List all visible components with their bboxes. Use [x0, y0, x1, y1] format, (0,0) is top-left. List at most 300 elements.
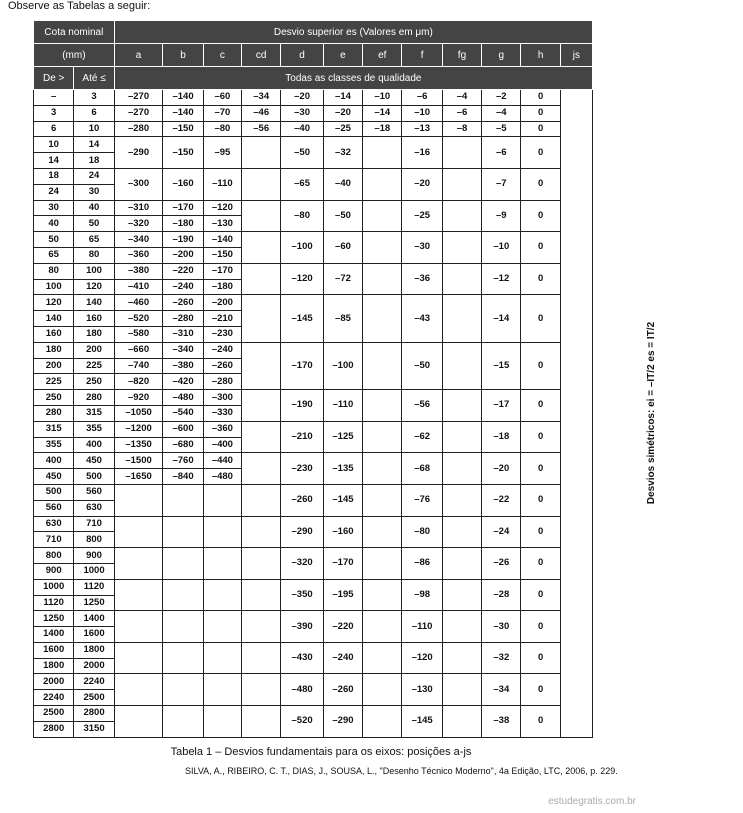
cell-a: –660	[114, 342, 163, 358]
cell-d: –120	[281, 263, 323, 295]
header-letter-js: js	[560, 44, 592, 67]
cell-d: –65	[281, 168, 323, 200]
cell-e: –240	[323, 642, 362, 674]
table-cell: –80	[203, 121, 241, 137]
cell-ef-empty	[363, 484, 402, 516]
cell-c: –170	[203, 263, 241, 279]
cell-c: –330	[203, 405, 241, 421]
table-row	[34, 121, 593, 137]
cell-c: –440	[203, 453, 241, 469]
cell-ef-empty	[363, 200, 402, 232]
table-cell: –270	[114, 90, 163, 106]
cell-g: –20	[482, 453, 521, 485]
cell-cd-empty	[242, 137, 281, 169]
cell-h: 0	[521, 642, 560, 674]
cell-b: –160	[163, 168, 203, 200]
cell-a: –290	[114, 137, 163, 169]
cell-a: –1350	[114, 437, 163, 453]
cell-a: –1200	[114, 421, 163, 437]
cell-c: –95	[203, 137, 241, 169]
cell-de: 30	[34, 200, 74, 216]
cell-d: –320	[281, 548, 323, 580]
cell-de: 2000	[34, 674, 74, 690]
header-letter-h: h	[521, 44, 560, 67]
cell-ate: 120	[74, 279, 114, 295]
watermark: estudegratis.com.br	[548, 796, 636, 807]
cell-cd-empty	[242, 642, 281, 674]
cell-b-empty	[163, 611, 203, 643]
cell-b-empty	[163, 579, 203, 611]
cell-de: 2500	[34, 706, 74, 722]
table-cell: –20	[323, 105, 362, 121]
cell-ate: 65	[74, 232, 114, 248]
cell-de: 65	[34, 247, 74, 263]
cell-cd-empty	[242, 548, 281, 580]
cell-c-empty	[203, 642, 241, 674]
table-cell: –10	[402, 105, 442, 121]
cell-b: –280	[163, 311, 203, 327]
cell-a: –360	[114, 247, 163, 263]
cell-b: –190	[163, 232, 203, 248]
cell-e: –125	[323, 421, 362, 453]
cell-de: 180	[34, 342, 74, 358]
table-cell: –14	[323, 90, 362, 106]
table-row	[34, 342, 593, 358]
cell-ate: 250	[74, 374, 114, 390]
table-cell: –4	[442, 90, 481, 106]
cell-de: 400	[34, 453, 74, 469]
cell-a: –320	[114, 216, 163, 232]
cell-cd-empty	[242, 453, 281, 485]
cell-c: –360	[203, 421, 241, 437]
table-cell: –60	[203, 90, 241, 106]
table-cell: –34	[242, 90, 281, 106]
table-row	[34, 295, 593, 311]
table-cell: –8	[442, 121, 481, 137]
cell-ef-empty	[363, 263, 402, 295]
cell-a: –1050	[114, 405, 163, 421]
cell-de: 140	[34, 311, 74, 327]
table-cell: –13	[402, 121, 442, 137]
cell-h: 0	[521, 453, 560, 485]
cell-c: –150	[203, 247, 241, 263]
header-letter-e: e	[323, 44, 362, 67]
header-letter-c: c	[203, 44, 241, 67]
cell-ef-empty	[363, 137, 402, 169]
cell-de: 315	[34, 421, 74, 437]
cell-b: –840	[163, 469, 203, 485]
table-row	[34, 105, 593, 121]
cell-d: –170	[281, 342, 323, 389]
cell-d: –230	[281, 453, 323, 485]
cell-f: –120	[402, 642, 442, 674]
cell-h: 0	[521, 548, 560, 580]
cell-e: –290	[323, 706, 362, 738]
cell-fg-empty	[442, 548, 481, 580]
cell-f: –56	[402, 390, 442, 422]
table-cell: –270	[114, 105, 163, 121]
table-cell: –280	[114, 121, 163, 137]
cell-de: 1000	[34, 579, 74, 595]
cell-ate: 1400	[74, 611, 114, 627]
cell-ate: 1800	[74, 642, 114, 658]
cell-c-empty	[203, 484, 241, 516]
cell-ef-empty	[363, 168, 402, 200]
cell-f: –145	[402, 706, 442, 738]
cell-ate: 2800	[74, 706, 114, 722]
cell-de: 630	[34, 516, 74, 532]
cell-de: 1250	[34, 611, 74, 627]
cell-fg-empty	[442, 484, 481, 516]
table-cell: 0	[521, 105, 560, 121]
header-letter-f: f	[402, 44, 442, 67]
cell-de: 200	[34, 358, 74, 374]
header-cota: Cota nominal	[34, 21, 115, 44]
cell-g: –10	[482, 232, 521, 264]
table-cell: –18	[363, 121, 402, 137]
cell-de: 80	[34, 263, 74, 279]
cell-de: 14	[34, 153, 74, 169]
js-text: Desvios simétricos: ei = –IT/2 es = IT/2	[645, 322, 657, 505]
cell-a-empty	[114, 484, 163, 516]
cell-d: –520	[281, 706, 323, 738]
table-cell: –4	[482, 105, 521, 121]
cell-c: –230	[203, 326, 241, 342]
cell-c-empty	[203, 579, 241, 611]
cell-g: –9	[482, 200, 521, 232]
cell-ate: 280	[74, 390, 114, 406]
cell-ate: 500	[74, 469, 114, 485]
cell-cd-empty	[242, 484, 281, 516]
table-cell: 6	[34, 121, 74, 137]
cell-e: –100	[323, 342, 362, 389]
cell-b: –680	[163, 437, 203, 453]
cell-de: 2800	[34, 721, 74, 737]
cell-fg-empty	[442, 579, 481, 611]
cell-ate: 100	[74, 263, 114, 279]
cell-a: –380	[114, 263, 163, 279]
cell-g: –14	[482, 295, 521, 342]
table-row	[34, 516, 593, 532]
cell-b: –240	[163, 279, 203, 295]
cell-e: –50	[323, 200, 362, 232]
table-row	[34, 579, 593, 595]
table-caption: Tabela 1 – Desvios fundamentais para os eixos: posições a-js	[170, 746, 472, 758]
cell-ef-empty	[363, 579, 402, 611]
cell-ate: 1000	[74, 563, 114, 579]
cell-a: –340	[114, 232, 163, 248]
cell-b: –170	[163, 200, 203, 216]
cell-ate: 18	[74, 153, 114, 169]
cell-a: –820	[114, 374, 163, 390]
cell-de: 225	[34, 374, 74, 390]
cell-ate: 630	[74, 500, 114, 516]
cell-de: 2240	[34, 690, 74, 706]
table-cell: 0	[521, 121, 560, 137]
cell-fg-empty	[442, 390, 481, 422]
table-cell: –140	[163, 105, 203, 121]
cell-e: –85	[323, 295, 362, 342]
cell-ef-empty	[363, 706, 402, 738]
table-cell: –6	[442, 105, 481, 121]
cell-b-empty	[163, 642, 203, 674]
cell-f: –50	[402, 342, 442, 389]
cell-h: 0	[521, 342, 560, 389]
cell-h: 0	[521, 200, 560, 232]
table-cell: –25	[323, 121, 362, 137]
cell-c: –120	[203, 200, 241, 216]
cell-fg-empty	[442, 674, 481, 706]
cell-cd-empty	[242, 611, 281, 643]
cell-de: 355	[34, 437, 74, 453]
cell-ef-empty	[363, 642, 402, 674]
table-cell: 3	[74, 90, 114, 106]
cell-ate: 50	[74, 216, 114, 232]
cell-d: –100	[281, 232, 323, 264]
cell-a-empty	[114, 611, 163, 643]
cell-ate: 2240	[74, 674, 114, 690]
cell-de: 900	[34, 563, 74, 579]
cell-e: –60	[323, 232, 362, 264]
cell-b: –540	[163, 405, 203, 421]
cell-ate: 24	[74, 168, 114, 184]
cell-d: –430	[281, 642, 323, 674]
cell-g: –17	[482, 390, 521, 422]
cell-ef-empty	[363, 516, 402, 548]
table-row	[34, 706, 593, 722]
cell-cd-empty	[242, 295, 281, 342]
cell-ef-empty	[363, 232, 402, 264]
cell-h: 0	[521, 232, 560, 264]
cell-de: 800	[34, 548, 74, 564]
cell-h: 0	[521, 295, 560, 342]
table-cell: –150	[163, 121, 203, 137]
cell-cd-empty	[242, 516, 281, 548]
cell-c: –200	[203, 295, 241, 311]
cell-ate: 2500	[74, 690, 114, 706]
header-desvio: Desvio superior es (Valores em μm)	[114, 21, 592, 44]
table-row	[34, 232, 593, 248]
cell-ate: 800	[74, 532, 114, 548]
cell-de: 1400	[34, 627, 74, 643]
header-letter-cd: cd	[242, 44, 281, 67]
cell-cd-empty	[242, 674, 281, 706]
cell-ate: 180	[74, 326, 114, 342]
cell-fg-empty	[442, 516, 481, 548]
cell-a: –740	[114, 358, 163, 374]
cell-cd-empty	[242, 263, 281, 295]
cell-ate: 80	[74, 247, 114, 263]
cell-h: 0	[521, 168, 560, 200]
cell-h: 0	[521, 706, 560, 738]
cell-fg-empty	[442, 421, 481, 453]
table-cell: –46	[242, 105, 281, 121]
table-cell: 0	[521, 90, 560, 106]
cell-ef-empty	[363, 295, 402, 342]
header-letter-g: g	[482, 44, 521, 67]
cell-ate: 400	[74, 437, 114, 453]
header-letter-d: d	[281, 44, 323, 67]
cell-de: 120	[34, 295, 74, 311]
cell-ate: 200	[74, 342, 114, 358]
cell-c: –260	[203, 358, 241, 374]
cell-ef-empty	[363, 342, 402, 389]
cell-ate: 2000	[74, 658, 114, 674]
header-de: De >	[34, 67, 74, 90]
cell-d: –50	[281, 137, 323, 169]
cell-e: –260	[323, 674, 362, 706]
table-row	[34, 674, 593, 690]
cell-e: –72	[323, 263, 362, 295]
cell-cd-empty	[242, 421, 281, 453]
cell-f: –98	[402, 579, 442, 611]
cell-h: 0	[521, 674, 560, 706]
cell-g: –6	[482, 137, 521, 169]
cell-fg-empty	[442, 706, 481, 738]
cell-ate: 30	[74, 184, 114, 200]
cell-c: –140	[203, 232, 241, 248]
table-row	[34, 453, 593, 469]
cell-d: –290	[281, 516, 323, 548]
cell-de: 18	[34, 168, 74, 184]
cell-b: –340	[163, 342, 203, 358]
cell-e: –195	[323, 579, 362, 611]
cell-b: –200	[163, 247, 203, 263]
cell-de: 100	[34, 279, 74, 295]
cell-ate: 3150	[74, 721, 114, 737]
cell-a-empty	[114, 516, 163, 548]
cell-f: –62	[402, 421, 442, 453]
cell-a: –410	[114, 279, 163, 295]
cell-de: 710	[34, 532, 74, 548]
table-row	[34, 168, 593, 184]
cell-b: –760	[163, 453, 203, 469]
cell-de: 160	[34, 326, 74, 342]
cell-e: –40	[323, 168, 362, 200]
cell-c: –240	[203, 342, 241, 358]
cell-g: –28	[482, 579, 521, 611]
cell-de: 250	[34, 390, 74, 406]
cell-f: –36	[402, 263, 442, 295]
cell-g: –34	[482, 674, 521, 706]
cell-ate: 40	[74, 200, 114, 216]
table-row	[34, 263, 593, 279]
cell-g: –26	[482, 548, 521, 580]
cell-ate: 450	[74, 453, 114, 469]
cell-d: –210	[281, 421, 323, 453]
cell-g: –30	[482, 611, 521, 643]
cell-de: 500	[34, 484, 74, 500]
cell-f: –76	[402, 484, 442, 516]
table-cell: 3	[34, 105, 74, 121]
cell-a: –580	[114, 326, 163, 342]
cell-c-empty	[203, 706, 241, 738]
cell-h: 0	[521, 611, 560, 643]
table-cell: –2	[482, 90, 521, 106]
cell-g: –32	[482, 642, 521, 674]
cell-a: –920	[114, 390, 163, 406]
cell-b: –420	[163, 374, 203, 390]
cell-f: –20	[402, 168, 442, 200]
cell-e: –160	[323, 516, 362, 548]
cell-a-empty	[114, 674, 163, 706]
header-letter-ef: ef	[363, 44, 402, 67]
table-row	[34, 548, 593, 564]
cell-c: –300	[203, 390, 241, 406]
cell-d: –350	[281, 579, 323, 611]
cell-ate: 900	[74, 548, 114, 564]
cell-cd-empty	[242, 390, 281, 422]
cell-c-empty	[203, 611, 241, 643]
cell-ef-empty	[363, 390, 402, 422]
cell-a: –300	[114, 168, 163, 200]
cell-g: –15	[482, 342, 521, 389]
table-row	[34, 137, 593, 153]
cell-g: –24	[482, 516, 521, 548]
cell-cd-empty	[242, 168, 281, 200]
cell-d: –480	[281, 674, 323, 706]
cell-h: 0	[521, 390, 560, 422]
cell-fg-empty	[442, 263, 481, 295]
cell-fg-empty	[442, 168, 481, 200]
table-cell: –14	[363, 105, 402, 121]
cell-e: –145	[323, 484, 362, 516]
cell-b: –480	[163, 390, 203, 406]
cell-de: 50	[34, 232, 74, 248]
cell-f: –25	[402, 200, 442, 232]
header-letter-fg: fg	[442, 44, 481, 67]
deviation-table	[33, 20, 657, 738]
cell-d: –260	[281, 484, 323, 516]
cell-ate: 315	[74, 405, 114, 421]
table-row	[34, 484, 593, 500]
cell-h: 0	[521, 263, 560, 295]
cell-cd-empty	[242, 342, 281, 389]
cell-de: 450	[34, 469, 74, 485]
cell-ate: 560	[74, 484, 114, 500]
cell-b-empty	[163, 674, 203, 706]
cell-de: 1120	[34, 595, 74, 611]
cell-e: –220	[323, 611, 362, 643]
cell-f: –86	[402, 548, 442, 580]
table-cell: 10	[74, 121, 114, 137]
cell-a: –1500	[114, 453, 163, 469]
cell-a-empty	[114, 642, 163, 674]
cell-a: –310	[114, 200, 163, 216]
cell-fg-empty	[442, 200, 481, 232]
cell-e: –32	[323, 137, 362, 169]
cell-b: –380	[163, 358, 203, 374]
table-cell: 6	[74, 105, 114, 121]
js-column	[560, 90, 657, 738]
cell-d: –145	[281, 295, 323, 342]
cell-d: –390	[281, 611, 323, 643]
table-cell: –	[34, 90, 74, 106]
cell-c: –400	[203, 437, 241, 453]
cell-h: 0	[521, 137, 560, 169]
cell-f: –30	[402, 232, 442, 264]
cell-b-empty	[163, 516, 203, 548]
cell-de: 1600	[34, 642, 74, 658]
cell-ef-empty	[363, 611, 402, 643]
header-classes: Todas as classes de qualidade	[114, 67, 592, 90]
cell-de: 40	[34, 216, 74, 232]
cell-fg-empty	[442, 342, 481, 389]
table-cell: –20	[281, 90, 323, 106]
cell-c-empty	[203, 548, 241, 580]
cell-e: –135	[323, 453, 362, 485]
cell-a: –520	[114, 311, 163, 327]
